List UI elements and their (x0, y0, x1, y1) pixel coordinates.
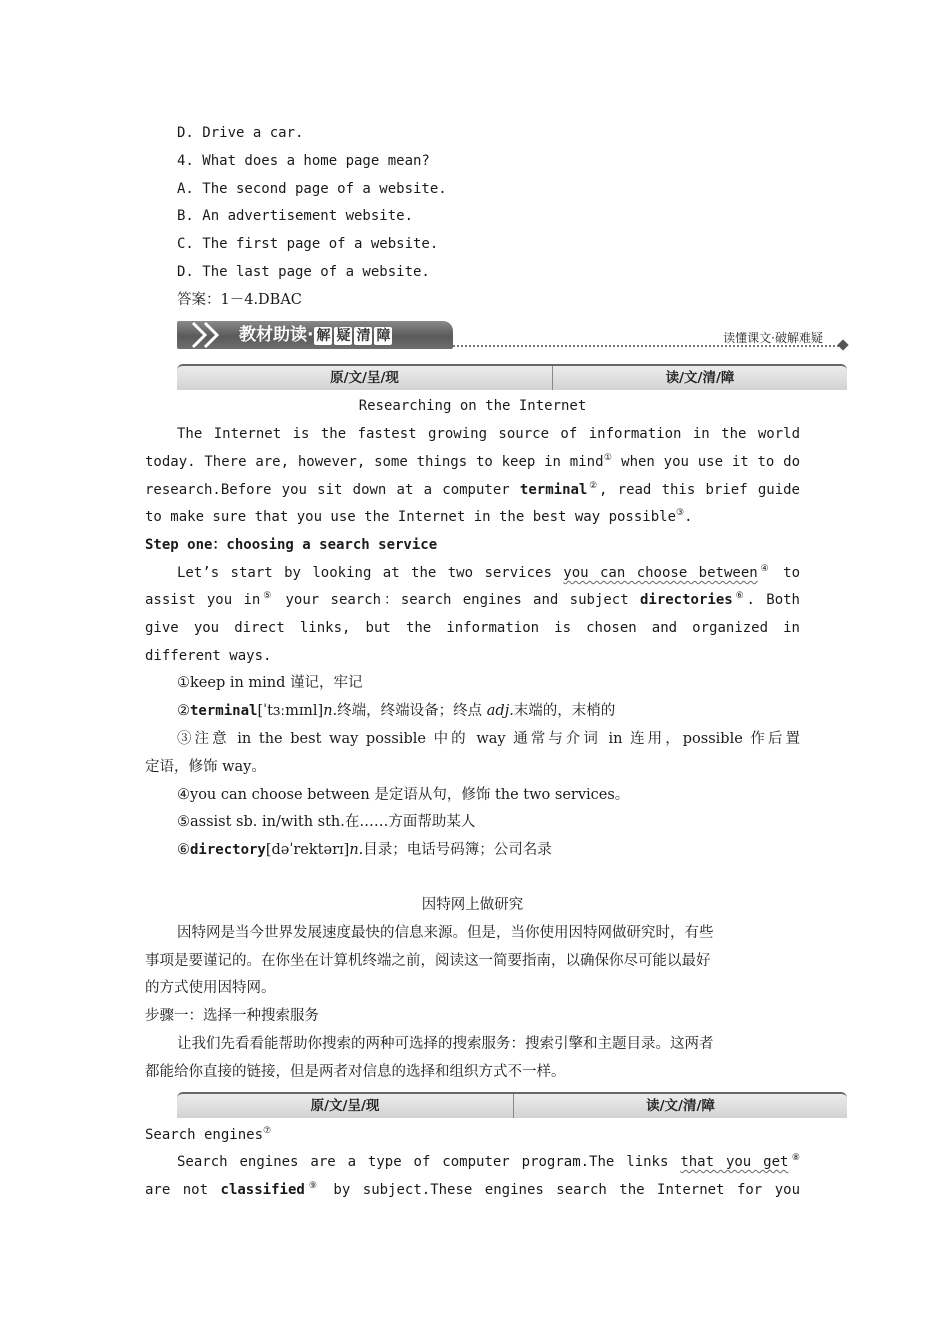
keyword-classified: classified (220, 1182, 305, 1198)
banner-tag-1: 解 (316, 328, 331, 344)
footnote-marker: ① (603, 453, 613, 463)
banner-tag-3: 清 (356, 328, 371, 344)
note-1: ①keep in mind 谨记，牢记 (177, 675, 363, 691)
passage-line: The Internet is the fastest growing source of information in the world (177, 426, 800, 442)
footnote-marker: ⑧ (788, 1153, 800, 1163)
passage-line: assist you in⑤ your search：search engines and subject directories⑥. Both (145, 591, 800, 608)
passage-line: Let’s start by looking at the two services you can choose between④ to (177, 564, 801, 581)
note-2: ②terminal[ˈtɜːmɪnl]n.终端，终端设备；终点 adj.末端的，末梢的 (177, 703, 616, 719)
question-4: 4. What does a home page mean? (177, 153, 430, 169)
footnote-marker: ⑥ (732, 591, 747, 601)
note-word: directory (190, 842, 266, 858)
translation-line: 事项是要谨记的。在你坐在计算机终端之前，阅读这一简要指南，以确保你尽可能以最好 (145, 953, 711, 969)
footnote-marker: ③ (676, 508, 685, 518)
translation-line: 因特网是当今世界发展速度最快的信息来源。但是，当你使用因特网做研究时，有些 (177, 925, 714, 941)
translation-title: 因特网上做研究 (421, 897, 524, 913)
answer-key: 答案：1－4.DBAC (177, 292, 302, 308)
option-q4-d: D. The last page of a website. (177, 264, 430, 280)
banner-tag-2: 疑 (336, 328, 351, 344)
translation-step-one: 步骤一：选择一种搜索服务 (145, 1008, 319, 1024)
section-banner (177, 321, 847, 351)
table-header (177, 364, 847, 390)
note-5: ⑤assist sb. in/with sth.在……方面帮助某人 (177, 814, 476, 830)
note-word: terminal (190, 703, 258, 719)
note-3-cont: 定语，修饰 way。 (145, 759, 266, 775)
footnote-marker: ⑦ (263, 1126, 272, 1136)
banner-title: 教材助读 (239, 325, 307, 345)
column-original-text: 原/文/呈/现 (330, 370, 399, 386)
diamond-icon (837, 339, 848, 350)
banner-separator: · (307, 325, 314, 345)
translation-line: 都能给你直接的链接，但是两者对信息的选择和组织方式不一样。 (145, 1064, 566, 1080)
translation-line: 的方式使用因特网。 (145, 980, 276, 996)
step-one-heading: Step one：choosing a search service (145, 537, 438, 553)
table-header (177, 1092, 847, 1118)
keyword-terminal: terminal (519, 482, 588, 498)
chevron-right-icon (191, 321, 231, 349)
column-reading-notes: 读/文/清/障 (665, 370, 735, 386)
column-original-text: 原/文/呈/现 (310, 1098, 380, 1114)
search-engines-heading: Search engines⑦ (145, 1126, 272, 1143)
option-q3-d: D. Drive a car. (177, 125, 304, 141)
wavy-phrase: you can choose between (563, 565, 758, 581)
passage-title: Researching on the Internet (358, 398, 587, 414)
passage-line: to make sure that you use the Internet in the best way possible③. (145, 508, 693, 525)
option-q4-b: B. An advertisement website. (177, 208, 414, 224)
option-q4-c: C. The first page of a website. (177, 236, 439, 252)
note-3: ③注意 in the best way possible 中的 way 通常与介词 in 连用，possible 作后置 (177, 731, 800, 747)
translation-line: 让我们先看看能帮助你搜索的两种可选择的搜索服务：搜索引擎和主题目录。这两者 (177, 1036, 714, 1052)
banner-subtitle: 读懂课文·破解难疑 (723, 331, 823, 345)
column-reading-notes: 读/文/清/障 (646, 1098, 715, 1114)
footnote-marker: ② (587, 481, 599, 491)
passage-line: are not classified⑨ by subject.These engines search the Internet for you (145, 1181, 800, 1198)
note-6: ⑥directory[dəˈrektərɪ]n.目录；电话号码簿；公司名录 (177, 842, 552, 858)
footnote-marker: ⑤ (260, 591, 275, 601)
passage-line: give you direct links, but the information is chosen and organized in (145, 620, 800, 636)
footnote-marker: ④ (757, 564, 772, 574)
banner-tag-4: 障 (376, 328, 391, 344)
wavy-phrase: that you get (680, 1154, 789, 1170)
passage-line: Search engines are a type of computer program.The links that you get⑧ (177, 1153, 800, 1170)
keyword-directories: directories (639, 592, 733, 608)
passage-line: today. There are, however, some things to keep in mind① when you use it to do (145, 453, 801, 470)
note-4: ④you can choose between 是定语从句，修饰 the two services。 (177, 787, 630, 803)
banner-label (177, 321, 453, 349)
passage-line: different ways. (145, 648, 272, 664)
passage-line: research.Before you sit down at a computer terminal②, read this brief guide (145, 481, 800, 498)
option-q4-a: A. The second page of a website. (177, 181, 447, 197)
footnote-marker: ⑨ (304, 1181, 321, 1191)
